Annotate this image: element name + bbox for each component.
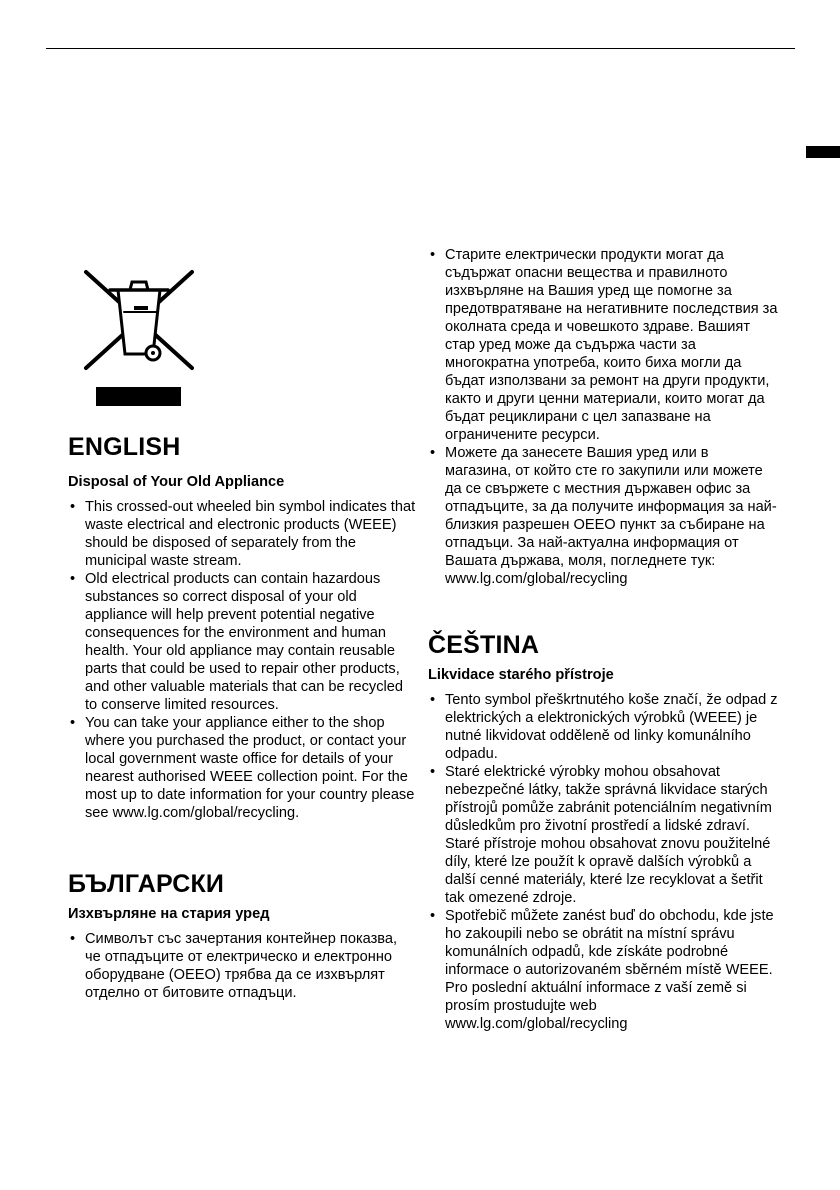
english-list — [68, 498, 416, 822]
section-heading-bulgarian: БЪЛГАРСКИ — [68, 870, 225, 898]
list-item: • Старите електрически продукти могат да съдържат опасни вещества и правилното изхвърляне на Вашия уред ще помогне за предотвратяване на негативните последствия за околната среда и човешкото здраве. Вашият стар уред може да съдържа части за многократна употреба, които биха могли да бъдат използвани за ремонт на други продукти, както и други ценни материали, които могат да бъдат рециклирани с цел запазване на ограничените ресурси. — [428, 246, 778, 444]
section-subheading-bulgarian: Изхвърляне на стария уред — [68, 906, 270, 922]
list-item: • Можете да занесете Вашия уред или в магазина, от който сте го закупили или можете да се свържете с местния държавен офис за отпадъците, за да получите информация за най-близкия разрешен ОЕЕО пункт за събиране на отпадъци. За най-актуална информация от Вашата държава, моля, погледнете тук: www.lg.com/global/recycling — [428, 444, 778, 588]
section-subheading-czech: Likvidace starého přístroje — [428, 667, 614, 683]
top-rule — [46, 48, 795, 49]
list-item: • Staré elektrické výrobky mohou obsahovat nebezpečné látky, takže správná likvidace starých přístrojů pomůže zabránit potenciálním negativním důsledkům pro životní prostředí a lidské zdraví. Staré přístroje mohou obsahovat znovu použitelné díly, které lze použít k opravě dalších výrobků a další cenné materiály, které lze recyklovat a šetřit tak omezené zdroje. — [428, 763, 778, 907]
section-subheading-english: Disposal of Your Old Appliance — [68, 474, 285, 490]
section-heading-czech: ČEŠTINA — [428, 631, 540, 659]
left-column — [68, 432, 416, 1002]
side-tab-marker — [806, 146, 840, 158]
section-heading-english: ENGLISH — [68, 433, 181, 461]
list-item: • Old electrical products can contain hazardous substances so correct disposal of your old appliance will help prevent potential negative consequences for the environment and human health. Your old appliance may contain reusable parts that could be used to repair other products, and other valuable materials that can be recycled to conserve limited resources. — [68, 570, 416, 714]
bulgarian-list-part-1 — [68, 930, 416, 1002]
weee-marking-bar — [96, 387, 181, 406]
crossed-out-wheeled-bin-icon — [80, 268, 198, 373]
list-item: • This crossed-out wheeled bin symbol indicates that waste electrical and electronic products (WEEE) should be disposed of separately from the municipal waste stream. — [68, 498, 416, 570]
right-column — [428, 246, 778, 1033]
list-item: • You can take your appliance either to the shop where you purchased the product, or contact your local government waste office for details of your nearest authorised WEEE collection point. For the most up to date information for your country please see www.lg.com/global/recycling. — [68, 714, 416, 822]
list-item: • Spotřebič můžete zanést buď do obchodu, kde jste ho zakoupili nebo se obrátit na místní správu komunálních odpadů, kde získáte podrobné informace o autorizovaném sběrném místě WEEE. Pro poslední aktuální informace z vaší země si prosím prostudujte web www.lg.com/global/recycling — [428, 907, 778, 1033]
list-item: • Tento symbol přeškrtnutého koše značí, že odpad z elektrických a elektronických výrobků (WEEE) je nutné likvidovat odděleně od linky komunálního odpadu. — [428, 691, 778, 763]
list-item: • Символът със зачертания контейнер показва, че отпадъците от електрическо и електронно оборудване (ОЕЕО) трябва да се изхвърлят отделно от битовите отпадъци. — [68, 930, 416, 1002]
bulgarian-list-part-2 — [428, 246, 778, 588]
czech-list — [428, 691, 778, 1033]
